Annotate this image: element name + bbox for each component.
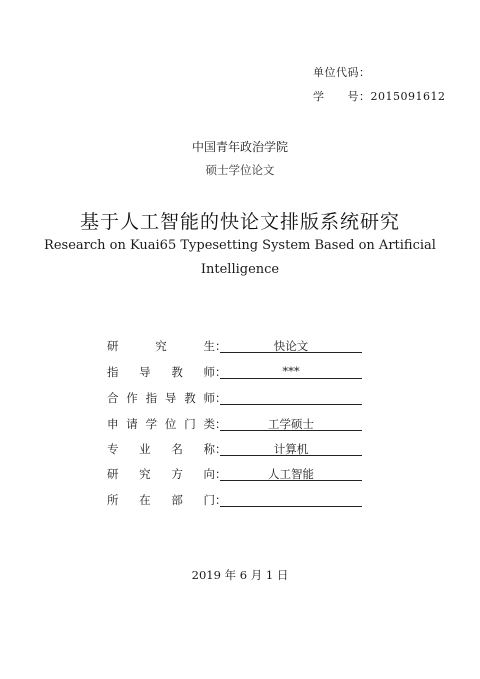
info-colon: ： — [215, 467, 227, 481]
underline — [220, 455, 362, 456]
info-label — [107, 364, 215, 380]
info-label-char: 门 — [203, 493, 215, 507]
underline — [220, 378, 362, 379]
info-value: 工学硕士 — [268, 417, 314, 431]
info-colon: ： — [215, 442, 227, 456]
info-label — [107, 390, 215, 406]
info-row — [107, 466, 407, 482]
info-value: 快论文 — [273, 339, 309, 353]
info-label-char: 向 — [203, 467, 215, 481]
info-label — [107, 466, 215, 482]
info-label-char: 究 — [155, 339, 167, 353]
underline — [220, 480, 362, 481]
info-label-char: 在 — [139, 493, 151, 507]
info-label-char: 指 — [145, 391, 158, 405]
info-label-char: 师 — [203, 365, 215, 379]
info-label — [107, 441, 215, 457]
info-label-char: 所 — [107, 493, 119, 507]
info-label-char: 名 — [171, 442, 183, 456]
info-label-char: 申 — [107, 417, 119, 431]
info-row — [107, 416, 407, 432]
student-id-label: 学 号： — [313, 90, 371, 103]
info-colon: ： — [215, 365, 227, 379]
unit-code-label: 单位代码： — [313, 66, 371, 79]
info-label-char: 研 — [107, 467, 119, 481]
info-label-char: 生 — [203, 339, 215, 353]
info-label-char: 研 — [107, 339, 119, 353]
info-label-char: 合 — [107, 391, 119, 405]
student-id-value: 2015091612 — [370, 90, 446, 103]
underline — [220, 506, 362, 507]
info-label-char: 请 — [126, 417, 138, 431]
info-colon: ： — [215, 391, 227, 405]
info-value: *** — [282, 364, 300, 378]
info-row — [107, 364, 407, 380]
info-label-char: 师 — [203, 391, 215, 405]
info-label-char: 导 — [139, 365, 151, 379]
info-colon: ： — [215, 339, 227, 353]
info-colon: ： — [215, 493, 227, 507]
info-row — [107, 441, 407, 457]
underline — [220, 404, 362, 405]
info-label — [107, 416, 215, 432]
info-row — [107, 492, 407, 508]
info-label-char: 作 — [126, 391, 138, 405]
info-label-char: 教 — [184, 391, 196, 405]
thesis-title-en-line2: Intelligence — [200, 262, 280, 277]
info-label-char: 类 — [203, 417, 215, 431]
info-label-char: 方 — [171, 467, 183, 481]
info-label — [107, 492, 215, 508]
info-colon: ： — [215, 417, 227, 431]
info-row — [107, 338, 407, 354]
thesis-title-en-line1: Research on Kuai65 Typesetting System Based on Artificial — [44, 238, 436, 253]
info-label-char: 指 — [107, 365, 119, 379]
info-label-char: 门 — [184, 417, 196, 431]
student-id — [313, 88, 446, 104]
info-label — [107, 338, 215, 354]
info-label-char: 专 — [107, 442, 119, 456]
underline — [220, 430, 362, 431]
thesis-title-cn: 基于人工智能的快论文排版系统研究 — [79, 211, 400, 233]
info-label-char: 部 — [171, 493, 183, 507]
info-value: 计算机 — [273, 442, 309, 456]
info-label-char: 究 — [139, 467, 151, 481]
underline — [220, 352, 362, 353]
info-label-char: 称 — [203, 442, 215, 456]
info-label-char: 教 — [171, 365, 183, 379]
info-value: 人工智能 — [268, 467, 314, 481]
info-label-char: 位 — [164, 417, 177, 431]
date: 2019 年 6 月 1 日 — [191, 568, 289, 582]
info-label-char: 业 — [139, 442, 151, 456]
school-name: 中国青年政治学院 — [191, 140, 288, 154]
info-label-char: 学 — [145, 417, 158, 431]
info-label-char: 导 — [164, 391, 177, 405]
info-row — [107, 390, 407, 406]
degree-type: 硕士学位论文 — [205, 163, 275, 177]
